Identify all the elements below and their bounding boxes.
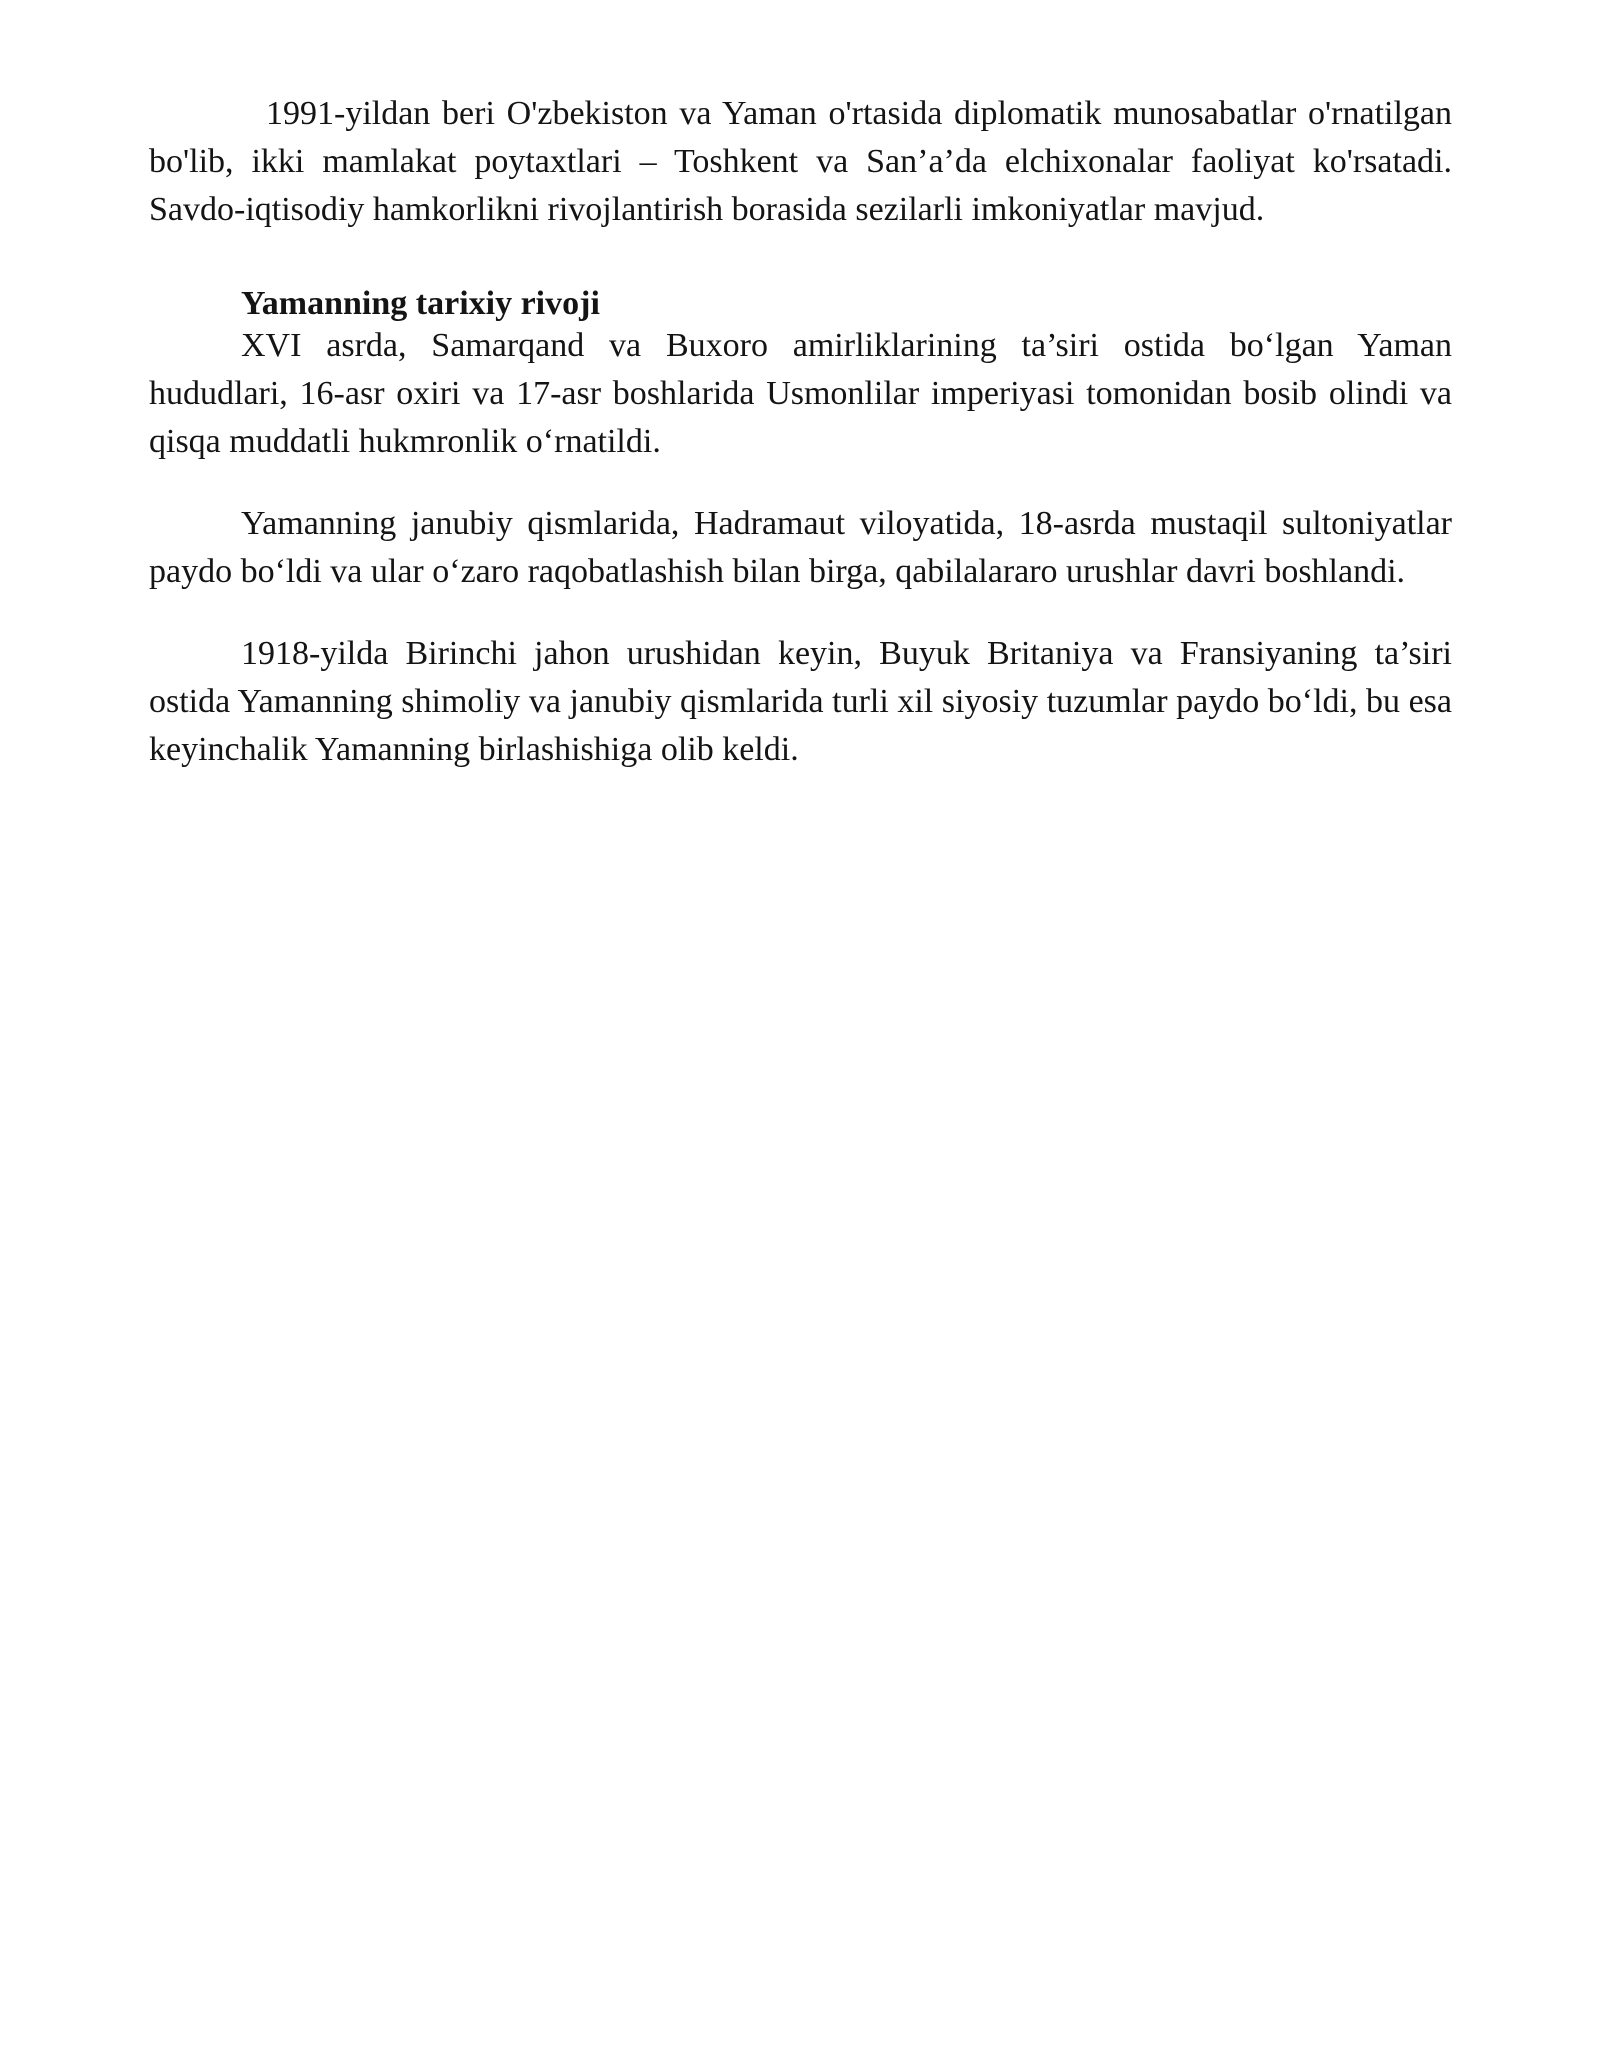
paragraph-history-xvi: XVI asrda, Samarqand va Buxoro amirliklarining ta’siri ostida bo‘lgan Yaman hududlari, 16-asr oxiri va 17-asr boshlarida Usmonlilar imperiyasi tomonidan bosib olindi va qisqa muddatli hukmronlik o‘rnatildi. xyxy=(149,327,1452,460)
paragraph-hadramaut: Yamanning janubiy qismlarida, Hadramaut viloyatida, 18-asrda mustaqil sultoniyatlar paydo bo‘ldi va ular o‘zaro raqobatlashish bilan birga, qabilalararo urushlar davri boshlandi. xyxy=(149,505,1452,590)
paragraph-1918: 1918-yilda Birinchi jahon urushidan keyin, Buyuk Britaniya va Fransiyaning ta’siri ostida Yamanning shimoliy va janubiy qismlarida turli xil siyosiy tuzumlar paydo bo‘ldi, bu esa keyinchalik Yamanning birlashishiga olib keldi. xyxy=(149,635,1452,768)
intro-paragraph: 1991-yildan beri O'zbekiston va Yaman o'rtasida diplomatik munosabatlar o'rnatilgan bo'lib, ikki mamlakat poytaxtlari – Toshkent va San’a’da elchixonalar faoliyat ko'rsatadi. Savdo-iqtisodiy hamkorlikni rivojlantirish borasida sezilarli imkoniyatlar mavjud. xyxy=(149,95,1452,228)
paragraph-spacer xyxy=(149,466,1452,500)
section-heading: Yamanning tarixiy rivoji xyxy=(241,285,600,322)
document-body xyxy=(149,90,1452,774)
paragraph-spacer xyxy=(149,234,1452,282)
paragraph-spacer xyxy=(149,596,1452,630)
